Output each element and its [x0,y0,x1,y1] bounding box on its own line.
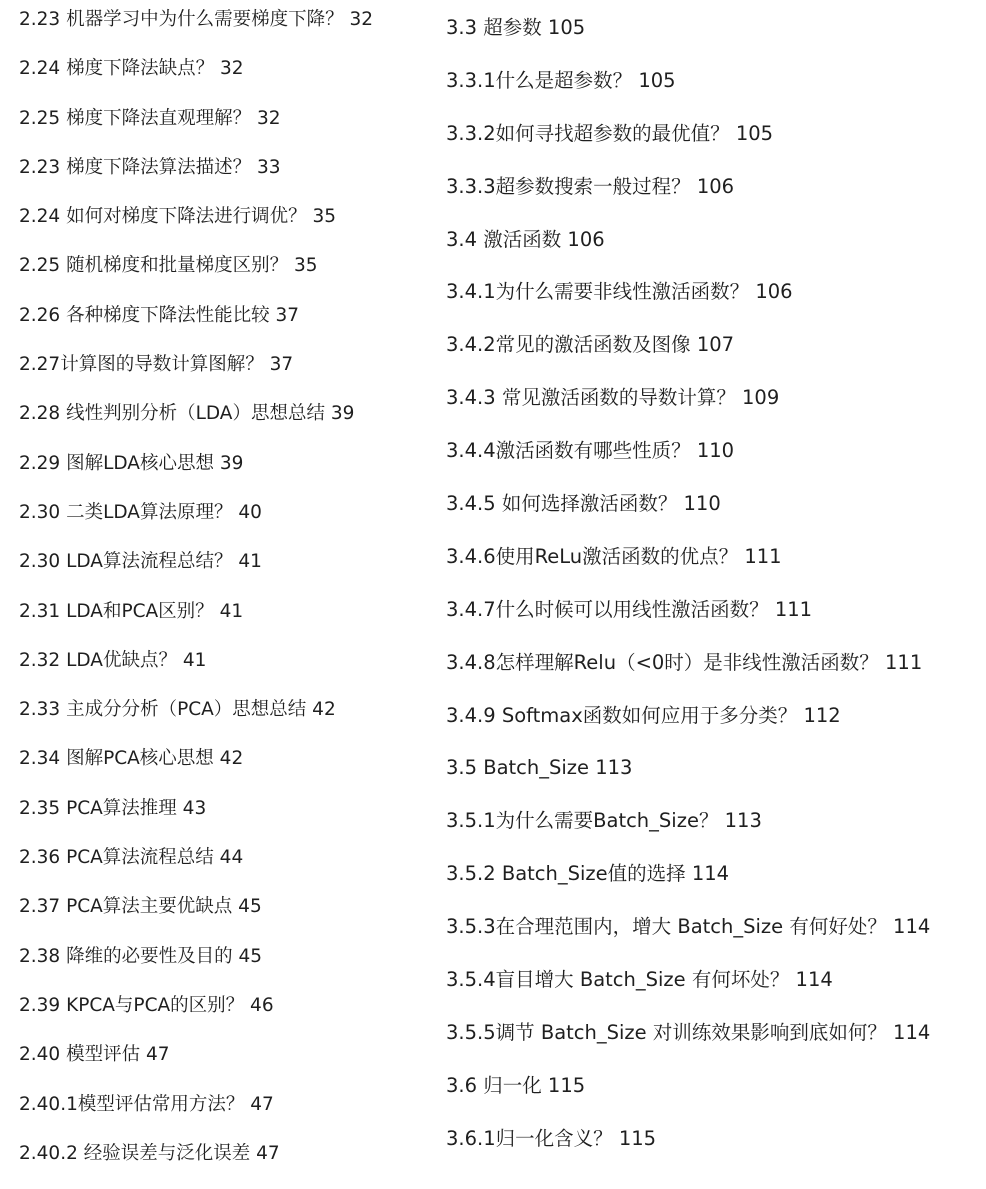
toc-right-column [446,12,981,1176]
toc-entry-text: 2.31 LDA和PCA区别？ 41 [19,600,244,622]
toc-entry[interactable] [19,55,429,104]
toc-entry[interactable] [19,400,429,449]
toc-entry[interactable] [446,329,981,382]
toc-entry[interactable] [19,548,429,597]
toc-entry-text: 3.3.1什么是超参数？ 105 [446,68,676,92]
toc-entry[interactable] [446,1070,981,1123]
toc-entry[interactable] [19,1091,429,1140]
toc-entry-text: 3.4.6使用ReLu激活函数的优点？ 111 [446,544,782,568]
toc-entry[interactable] [19,154,429,203]
toc-entry-text: 2.24 梯度下降法缺点？ 32 [19,58,244,80]
toc-entry-text: 2.24 如何对梯度下降法进行调优？ 35 [19,206,336,228]
toc-entry-text: 3.5.2 Batch_Size值的选择 114 [446,862,730,886]
toc-entry-text: 2.25 梯度下降法直观理解？ 32 [19,107,281,129]
toc-entry[interactable] [19,992,429,1041]
toc-entry[interactable] [446,276,981,329]
toc-entry[interactable] [446,858,981,911]
toc-entry-text: 3.3.3超参数搜索一般过程？ 106 [446,174,735,198]
toc-entry-text: 3.4.5 如何选择激活函数？ 110 [446,492,721,516]
toc-entry[interactable] [446,12,981,65]
toc-entry[interactable] [19,6,429,55]
toc-entry[interactable] [446,382,981,435]
toc-entry[interactable] [19,943,429,992]
toc-entry[interactable] [19,203,429,252]
toc-entry-text: 2.38 降维的必要性及目的 45 [19,945,262,967]
toc-entry[interactable] [19,302,429,351]
toc-entry[interactable] [446,964,981,1017]
toc-entry-text: 2.25 随机梯度和批量梯度区别？ 35 [19,255,318,277]
toc-entry-text: 3.6 归一化 115 [446,1073,586,1097]
toc-entry-text: 3.5.3在合理范围内，增大 Batch_Size 有何好处？ 114 [446,915,931,939]
toc-entry-text: 3.5.1为什么需要Batch_Size？ 113 [446,809,762,833]
toc-entry[interactable] [19,252,429,301]
toc-entry-text: 3.4.9 Softmax函数如何应用于多分类？ 112 [446,703,841,727]
toc-entry-text: 2.30 LDA算法流程总结？ 41 [19,551,262,573]
toc-left-column [19,6,429,1189]
toc-entry-text: 3.4.4激活函数有哪些性质？ 110 [446,439,735,463]
toc-entry[interactable] [19,1140,429,1189]
toc-entry-text: 3.4.7什么时候可以用线性激活函数？ 111 [446,597,813,621]
toc-entry-text: 2.23 机器学习中为什么需要梯度下降？ 32 [19,9,373,30]
toc-entry-text: 2.23 梯度下降法算法描述？ 33 [19,156,281,178]
toc-entry[interactable] [446,65,981,118]
toc-entry[interactable] [446,171,981,224]
toc-entry[interactable] [19,351,429,400]
toc-entry-text: 3.4.1为什么需要非线性激活函数？ 106 [446,280,793,304]
toc-entry[interactable] [19,598,429,647]
toc-entry-text: 3.5.5调节 Batch_Size 对训练效果影响到底如何？ 114 [446,1020,931,1044]
toc-entry[interactable] [19,696,429,745]
toc-entry[interactable] [19,745,429,794]
toc-entry-text: 2.39 KPCA与PCA的区别？ 46 [19,994,274,1016]
toc-entry-text: 2.36 PCA算法流程总结 44 [19,847,244,869]
toc-entry[interactable] [446,700,981,753]
toc-entry[interactable] [446,752,981,805]
toc-entry[interactable] [19,499,429,548]
toc-entry-text: 2.27计算图的导数计算图解？ 37 [19,354,294,376]
toc-entry[interactable] [446,805,981,858]
toc-entry[interactable] [446,435,981,488]
toc-entry-text: 3.4.2常见的激活函数及图像 107 [446,333,735,357]
toc-entry-text: 3.5 Batch_Size 113 [446,756,633,780]
toc-entry[interactable] [446,594,981,647]
toc-entry[interactable] [446,118,981,171]
toc-entry[interactable] [446,911,981,964]
toc-entry-text: 3.4.8怎样理解Relu（<0时）是非线性激活函数？ 111 [446,650,923,674]
toc-entry-text: 2.33 主成分分析（PCA）思想总结 42 [19,699,336,721]
toc-entry[interactable] [446,224,981,277]
toc-entry-text: 3.5.4盲目增大 Batch_Size 有何坏处？ 114 [446,968,833,992]
toc-entry-text: 2.26 各种梯度下降法性能比较 37 [19,304,299,326]
toc-entry-text: 2.40.2 经验误差与泛化误差 47 [19,1142,280,1164]
toc-entry[interactable] [19,893,429,942]
toc-entry-text: 3.3.2如何寻找超参数的最优值？ 105 [446,121,774,145]
toc-entry[interactable] [446,1017,981,1070]
toc-entry-text: 3.4 激活函数 106 [446,227,605,251]
toc-entry[interactable] [19,647,429,696]
toc-entry-text: 2.37 PCA算法主要优缺点 45 [19,896,262,918]
toc-entry[interactable] [19,844,429,893]
toc-entry-text: 2.40.1模型评估常用方法？ 47 [19,1093,274,1115]
toc-entry-text: 2.29 图解LDA核心思想 39 [19,452,244,474]
toc-entry-text: 2.28 线性判别分析（LDA）思想总结 39 [19,403,355,425]
toc-entry-text: 3.3 超参数 105 [446,16,586,39]
toc-entry-text: 3.6.1归一化含义？ 115 [446,1126,657,1150]
toc-entry[interactable] [19,795,429,844]
toc-entry[interactable] [19,105,429,154]
toc-entry-text: 2.32 LDA优缺点？ 41 [19,649,207,671]
toc-entry-text: 2.35 PCA算法推理 43 [19,797,207,819]
toc-entry[interactable] [19,1041,429,1090]
toc-entry-text: 2.30 二类LDA算法原理？ 40 [19,501,262,523]
toc-entry[interactable] [446,488,981,541]
toc-entry[interactable] [19,450,429,499]
toc-entry[interactable] [446,1123,981,1176]
toc-entry-text: 2.40 模型评估 47 [19,1044,170,1066]
toc-entry-text: 3.4.3 常见激活函数的导数计算？ 109 [446,386,780,410]
toc-entry[interactable] [446,541,981,594]
toc-entry-text: 2.34 图解PCA核心思想 42 [19,748,244,770]
toc-entry[interactable] [446,647,981,700]
